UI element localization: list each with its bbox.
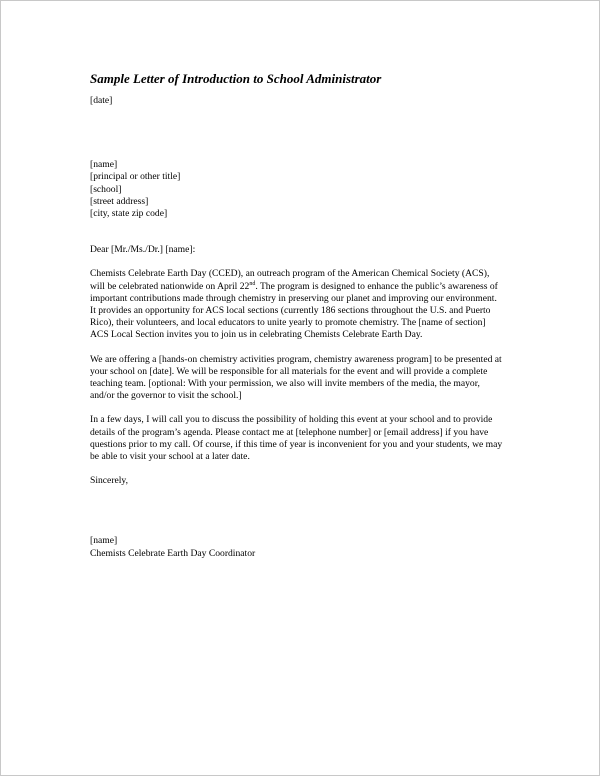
signature-block (90, 535, 530, 559)
letter-body (90, 71, 530, 560)
paragraph-line: It provides an opportunity for ACS local sections (currently 186 sections throughout the U.S. and Puerto (90, 305, 491, 317)
signature-title: Chemists Celebrate Earth Day Coordinator (90, 547, 256, 559)
paragraph-line: teaching team. [optional: With your permission, we also will invite members of the media, the mayor, (90, 378, 480, 390)
paragraph-line: questions prior to my call. Of course, if this time of year is inconvenient for you and your students, we may (90, 438, 503, 450)
address-line: [name] (90, 159, 118, 171)
paragraph-line: Chemists Celebrate Earth Day (CCED), an outreach program of the American Chemical Society (ACS), (90, 268, 490, 280)
paragraph-line (90, 281, 530, 293)
closing: Sincerely, (90, 475, 129, 487)
paragraph-line: Rico), their volunteers, and local educators to unite yearly to promote chemistry. The [name of section] (90, 317, 486, 329)
salutation: Dear [Mr./Ms./Dr.] [name]: (90, 244, 196, 256)
letter-date: [date] (90, 95, 113, 106)
paragraph-line: details of the program’s agenda. Please contact me at [telephone number] or [email address] if you have (90, 426, 489, 438)
paragraph-line: be able to visit your school at a later date. (90, 451, 250, 463)
text-span: . The program is designed to enhance the public’s awareness of (255, 280, 498, 292)
address-line: [street address] (90, 195, 149, 207)
signature-name: [name] (90, 535, 118, 547)
address-line: [city, state zip code] (90, 208, 168, 220)
paragraph-line: important contributions made through chemistry in preserving our planet and improving our environment. (90, 292, 497, 304)
recipient-address (90, 159, 530, 220)
letter-title: Sample Letter of Introduction to School Administrator (90, 71, 382, 86)
paragraph-line: In a few days, I will call you to discuss the possibility of holding this event at your school and to provide (90, 414, 493, 426)
paragraph-line: and/or the governor to visit the school.] (90, 390, 242, 402)
paragraph-line: your school on [date]. We will be responsible for all materials for the event and will provide a complete (90, 365, 488, 377)
paragraph-line: ACS Local Section invites you to join us in celebrating Chemists Celebrate Earth Day. (90, 329, 423, 341)
ordinal-suffix: nd (249, 280, 256, 287)
paragraph-offer (90, 354, 530, 403)
paragraph-intro (90, 268, 530, 341)
address-line: [school] (90, 183, 122, 195)
paragraph-line: We are offering a [hands-on chemistry activities program, chemistry awareness program] to be presented at (90, 353, 502, 365)
text-span: will be celebrated nationwide on April 22 (90, 280, 250, 292)
paragraph-followup (90, 414, 530, 463)
address-line: [principal or other title] (90, 171, 181, 183)
